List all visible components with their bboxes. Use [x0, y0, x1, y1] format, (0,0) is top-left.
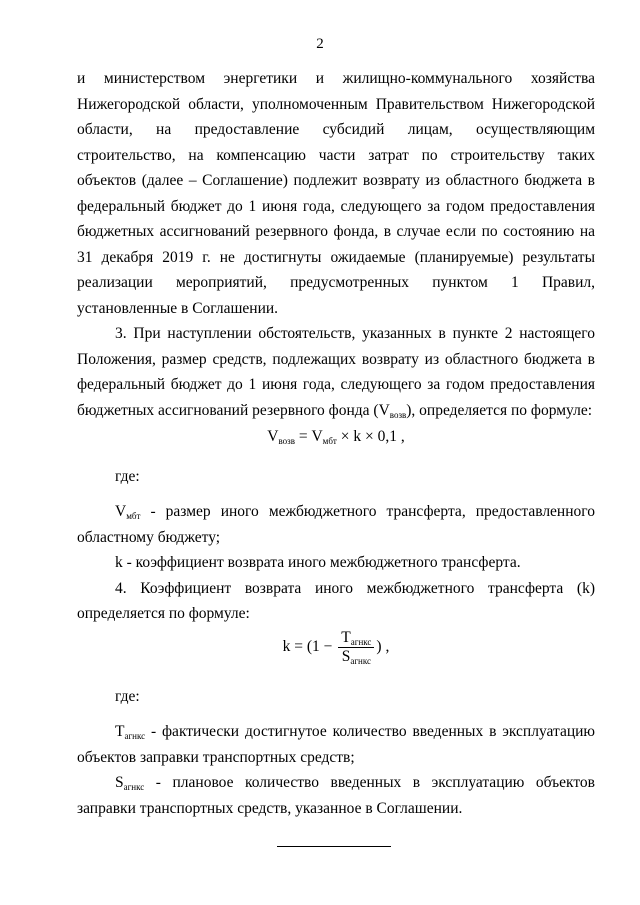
formula-coefficient [77, 629, 595, 666]
definition-v-mbt [77, 499, 595, 550]
definition-t-letter: T [115, 723, 125, 740]
formula-rest: × k × 0,1 , [336, 428, 405, 445]
paragraph-4: 4. Коэффициент возврата иного межбюджетного трансферта (k) определяется по формуле: [77, 579, 595, 622]
page-number: 2 [316, 36, 324, 52]
where-label-1: где: [115, 467, 140, 485]
definition-v-mbt-sub: мбт [126, 511, 141, 521]
definition-t-sub: агнкс [124, 731, 146, 741]
paragraph-1: и министерством энергетики и жилищно-коммунального хозяйства Нижегородской области, уполномоченным Правительством Нижегородской области, на предоставление субсидий лицам, осуществляющим строительство, на компенсацию части затрат по строительству таких объектов (далее – Соглашение) подлежит возврату из областного бюджета в федеральный бюджет до 1 июня года, следующего за годом предоставления бюджетных ассигнований резервного фонда, в случае если по состоянию на 31 декабря 2019 г. не достигнуты ожидаемые (планируемые) результаты реализации мероприятий, предусмотренных пунктом 1 Правил, установленные в Соглашении. [77, 70, 595, 317]
definition-k: k - коэффициент возврата иного межбюджетного трансферта. [115, 554, 521, 571]
formula2-fraction [338, 629, 374, 666]
formula-refund [77, 424, 595, 450]
definition-v-mbt-letter: V [115, 503, 127, 520]
formula2-numerator: $T_{агнкс}$ [338, 629, 374, 648]
document-body [77, 66, 595, 821]
formula2-denominator: $S_{агнкс}$ [341, 647, 371, 666]
formula-v-mbt: V [311, 428, 323, 445]
where-label-2: где: [115, 687, 140, 705]
definition-s-letter: S [115, 774, 124, 791]
definition-t-text: - фактически достигнутое количество введенных в эксплуатацию объектов заправки транспортных средств; [77, 723, 595, 766]
formula-equals: = [294, 428, 312, 445]
paragraph-3-sub: возв [389, 409, 407, 420]
definition-t [77, 719, 595, 770]
formula-v-return: V [267, 428, 279, 445]
formula2-lhs: k = (1 − [282, 637, 337, 655]
formula2-rest: ) , [376, 637, 390, 655]
bottom-divider [277, 846, 391, 847]
paragraph-3 [77, 321, 595, 423]
definition-v-mbt-text: - размер иного межбюджетного трансферта, предоставленного областному бюджету; [77, 503, 595, 546]
definition-s-text: - плановое количество введенных в эксплуатацию объектов заправки транспортных средств, указанное в Соглашении. [77, 774, 595, 817]
formula-v-mbt-sub: мбт [322, 436, 337, 446]
definition-s-sub: агнкс [123, 782, 145, 792]
definition-s [77, 770, 595, 821]
paragraph-3-text: 3. При наступлении обстоятельств, указанных в пункте 2 настоящего Положения, размер средств, подлежащих возврату из областного бюджета в федеральный бюджет до 1 июня года, следующего за годом предоставления бюджетных ассигнований резервного фонда (V [77, 325, 595, 419]
formula-v-return-sub: возв [278, 436, 295, 446]
paragraph-3-end: ), определяется по формуле: [406, 401, 593, 419]
